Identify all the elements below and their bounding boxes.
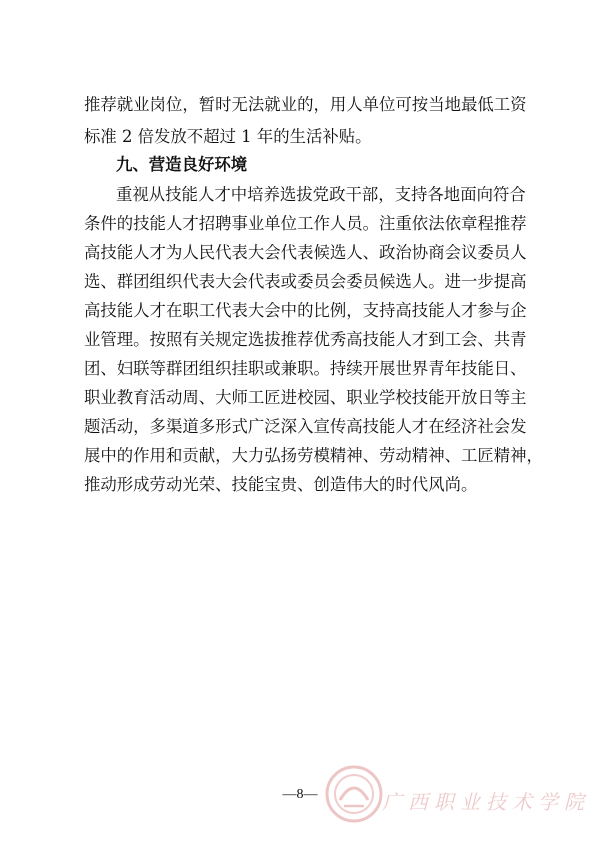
- paragraph-line: 职业教育活动周、大师工匠进校园、职业学校技能开放日等主: [84, 388, 527, 407]
- paragraph-line: 标准 2 倍发放不超过 1 年的生活补贴。: [84, 127, 372, 146]
- paragraph-line: 题活动，多渠道多形式广泛深入宣传高技能人才在经济社会发: [84, 417, 527, 436]
- paragraph-line: 高技能人才为人民代表大会代表候选人、政治协商会议委员人: [84, 243, 527, 262]
- paragraph-line: 推荐就业岗位，暂时无法就业的，用人单位可按当地最低工资: [84, 95, 527, 114]
- paragraph-line: 条件的技能人才招聘事业单位工作人员。注重依法依章程推荐: [84, 214, 527, 233]
- page-number: —8—: [282, 787, 318, 802]
- paragraph-line: 重视从技能人才中培养选拔党政干部，支持各地面向符合: [116, 185, 526, 204]
- paragraph-line: 推动形成劳动光荣、技能宝贵、创造伟大的时代风尚。: [84, 475, 478, 494]
- watermark-seal-icon: [322, 762, 386, 826]
- paragraph-line: 高技能人才在职工代表大会中的比例，支持高技能人才参与企: [84, 301, 527, 320]
- watermark-text: 广西职业技术学院: [382, 790, 590, 814]
- paragraph-line: 业管理。按照有关规定选拔推荐优秀高技能人才到工会、共青: [84, 330, 527, 349]
- paragraph-line: 展中的作用和贡献，大力弘扬劳模精神、劳动精神、工匠精神，: [84, 446, 543, 465]
- watermark: [322, 760, 600, 840]
- section-heading: 九、营造良好环境: [116, 155, 248, 174]
- paragraph-line: 选、群团组织代表大会代表或委员会委员候选人。进一步提高: [84, 272, 527, 291]
- paragraph-line: 团、妇联等群团组织挂职或兼职。持续开展世界青年技能日、: [84, 359, 527, 378]
